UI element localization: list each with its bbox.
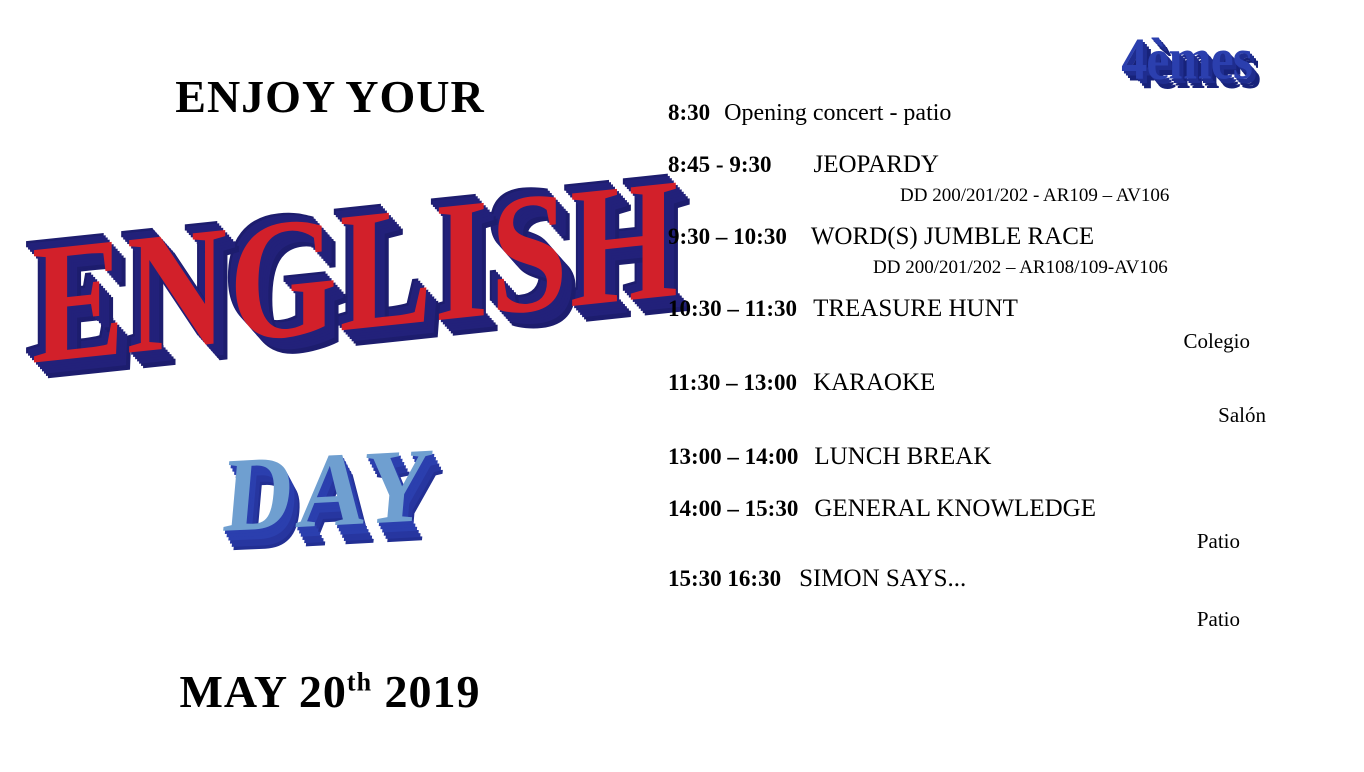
poster-left-panel <box>0 0 681 772</box>
schedule-entry-main <box>668 562 1358 596</box>
schedule-entry <box>668 366 1358 430</box>
schedule-entry-title: LUNCH BREAK <box>814 443 992 470</box>
schedule-list <box>668 96 1358 640</box>
schedule-entry-main <box>668 366 1358 400</box>
spacer <box>668 480 1358 492</box>
schedule-entry-time: 13:00 – 14:00 <box>668 444 799 469</box>
schedule-entry-main <box>668 220 1358 254</box>
schedule-entry-time: 11:30 – 13:00 <box>668 370 798 395</box>
schedule-entry-time: 15:30 16:30 <box>668 566 782 591</box>
schedule-entry-time: 8:30 <box>668 100 711 125</box>
schedule-entry-time: 9:30 – 10:30 <box>668 224 787 249</box>
schedule-entry-main <box>668 492 1358 526</box>
schedule-entry-room: Salón <box>1218 403 1266 427</box>
schedule-entry-time: 10:30 – 11:30 <box>668 296 798 321</box>
schedule-entry-main <box>668 148 1358 182</box>
schedule-entry-time: 8:45 - 9:30 <box>668 152 772 177</box>
spacer <box>668 136 1358 148</box>
page-title: ENJOY YOUR <box>175 71 485 122</box>
schedule-entry <box>668 440 1358 474</box>
schedule-entry-title: GENERAL KNOWLEDGE <box>814 495 1096 522</box>
logo-suffix: èmes <box>1146 26 1252 93</box>
wordart-english-text: ENGLISH <box>31 142 681 401</box>
schedule-entry-sub: DD 200/201/202 – AR108/109-AV106 <box>873 257 1168 278</box>
wordart-day-text: DAY <box>219 424 441 555</box>
wordart-english-group <box>30 142 681 460</box>
event-date-monthday: MAY 20 <box>179 666 347 717</box>
poster-right-panel <box>660 0 1364 772</box>
schedule-entry-title: SIMON SAYS... <box>799 565 967 592</box>
schedule-entry-room: Colegio <box>1183 329 1250 353</box>
schedule-entry-title: KARAOKE <box>813 369 936 396</box>
schedule-entry-main <box>668 292 1358 326</box>
schedule-entry-room: Patio <box>1196 529 1240 553</box>
event-date <box>0 665 660 718</box>
schedule-entry-time: 14:00 – 15:30 <box>668 496 799 521</box>
schedule-entry-main <box>668 440 1358 474</box>
schedule-entry <box>668 148 1358 210</box>
schedule-entry-main <box>668 96 1358 130</box>
logo-number: 4 <box>1121 26 1147 93</box>
schedule-entry <box>668 220 1358 282</box>
schedule-entry <box>668 292 1358 356</box>
event-date-year: 2019 <box>384 666 481 717</box>
schedule-entry-title: WORD(S) JUMBLE RACE <box>810 223 1095 250</box>
schedule-entry-title: TREASURE HUNT <box>813 295 1018 322</box>
schedule-entry-title: Opening concert - patio <box>724 100 952 126</box>
schedule-entry-title: JEOPARDY <box>813 151 939 178</box>
event-date-ordinal: th <box>346 667 373 697</box>
schedule-entry-room: Patio <box>1196 607 1240 631</box>
schedule-entry <box>668 492 1358 556</box>
schedule-entry <box>668 96 1358 130</box>
schedule-entry <box>668 562 1358 634</box>
logo-4emes <box>1121 28 1252 92</box>
schedule-entry-sub: DD 200/201/202 - AR109 – AV106 <box>900 185 1170 206</box>
